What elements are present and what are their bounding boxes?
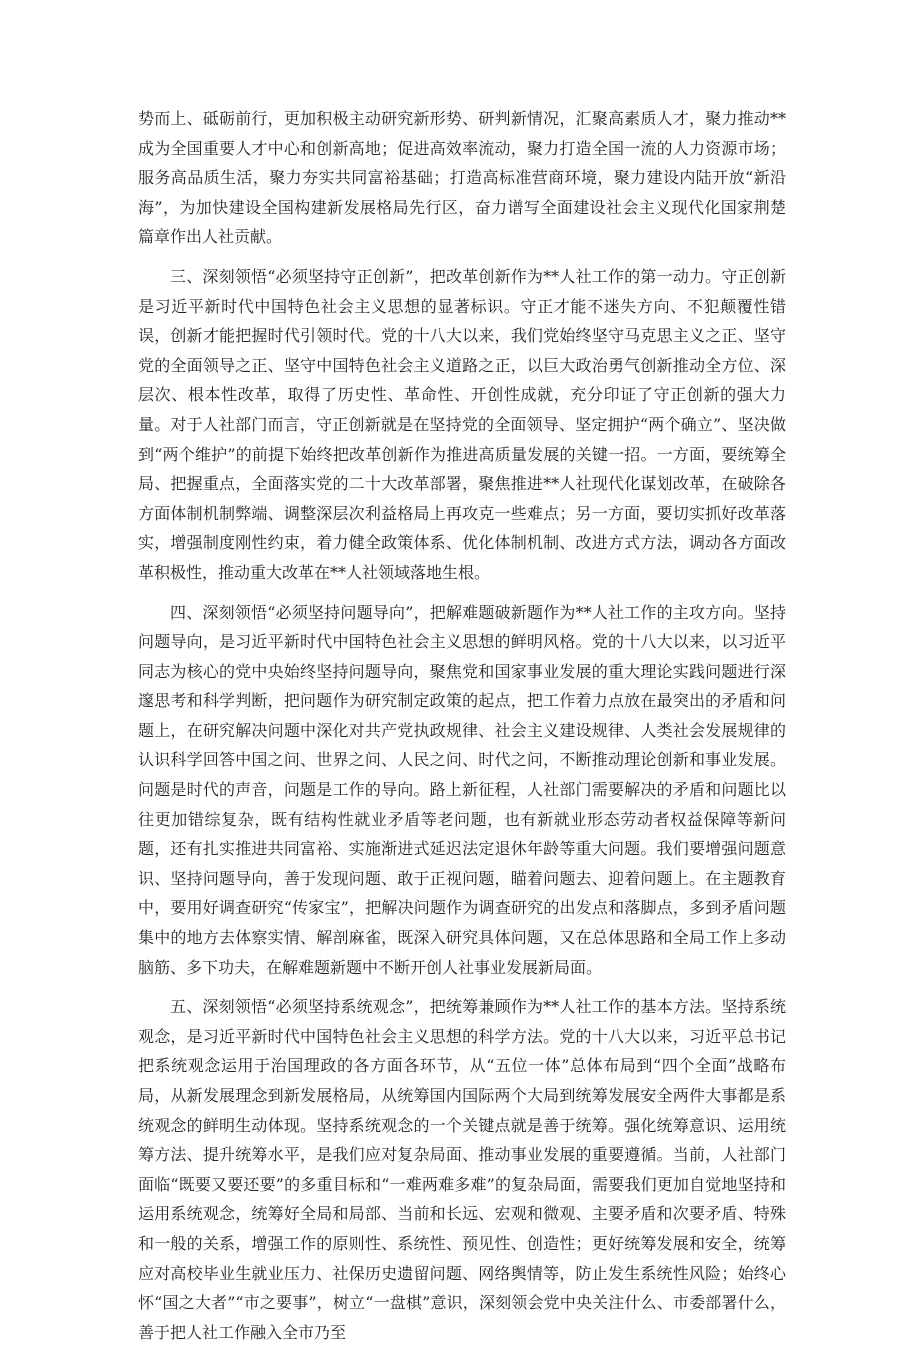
paragraph-continuation: 势而上、砥砺前行，更加积极主动研究新形势、研判新情况，汇聚高素质人才，聚力推动**成为全国重要人才中心和创新高地；促进高效率流动，聚力打造全国一流的人力资源市场；服务高品质生活，聚力夯实共同富裕基础；打造高标准营商环境，聚力建设内陆开放“新沿海”，为加快建设全国构建新发展格局先行区，奋力谱写全面建设社会主义现代化国家荆楚篇章作出人社贡献。 [138, 109, 786, 247]
paragraph-section-five: 五、深刻领悟“必须坚持系统观念”，把统筹兼顾作为**人社工作的基本方法。坚持系统观念，是习近平新时代中国特色社会主义思想的科学方法。党的十八大以来，习近平总书记把系统观念运用于治国理政的各方面各环节，从“五位一体”总体布局到“四个全面”战略布局，从新发展理念到新发展格局，从统筹国内国际两个大局到统筹发展安全两件大事都是系统观念的鲜明生动体现。坚持系统观念的一个关键点就是善于统筹。强化统筹意识、运用统筹方法、提升统筹水平，是我们应对复杂局面、推动事业发展的重要遵循。当前，人社部门面临“既要又要还要”的多重目标和“一难两难多难”的复杂局面，需要我们更加自觉地坚持和运用系统观念，统筹好全局和局部、当前和长远、宏观和微观、主要矛盾和次要矛盾、特殊和一般的关系，增强工作的原则性、系统性、预见性、创造性；更好统筹发展和安全，统筹应对高校毕业生就业压力、社保历史遗留问题、网络舆情等，防止发生系统性风险；始终心怀“国之大者”“市之要事”，树立“一盘棋”意识，深刻领会党中央关注什么、市委部署什么，善于把人社工作融入全市乃至 [138, 997, 786, 1342]
paragraph-section-four: 四、深刻领悟“必须坚持问题导向”，把解难题破新题作为**人社工作的主攻方向。坚持问题导向，是习近平新时代中国特色社会主义思想的鲜明风格。党的十八大以来，以习近平同志为核心的党中央始终坚持问题导向，聚焦党和国家事业发展的重大理论实践问题进行深邃思考和科学判断，把问题作为研究制定政策的起点，把工作着力点放在最突出的矛盾和问题上，在研究解决问题中深化对共产党执政规律、社会主义建设规律、人类社会发展规律的认识科学回答中国之问、世界之问、人民之问、时代之问，不断推动理论创新和事业发展。问题是时代的声音，问题是工作的导向。路上新征程，人社部门需要解决的矛盾和问题比以往更加错综复杂，既有结构性就业矛盾等老问题，也有新就业形态劳动者权益保障等新问题，还有扎实推进共同富裕、实施渐进式延迟法定退休年龄等重大问题。我们要增强问题意识、坚持问题导向，善于发现问题、敢于正视问题，瞄着问题去、迎着问题上。在主题教育中，要用好调查研究“传家宝”，把解决问题作为调查研究的出发点和落脚点，多到矛盾问题集中的地方去体察实情、解剖麻雀，既深入研究具体问题，又在总体思路和全局工作上多动脑筋、多下功夫，在解难题新题中不断开创人社事业发展新局面。 [138, 602, 786, 977]
document-page [138, 104, 786, 1357]
paragraph-section-three: 三、深刻领悟“必须坚持守正创新”，把改革创新作为**人社工作的第一动力。守正创新是习近平新时代中国特色社会主义思想的显著标识。守正才能不迷失方向、不犯颠覆性错误，创新才能把握时代引领时代。党的十八大以来，我们党始终坚守马克思主义之正、坚守党的全面领导之正、坚守中国特色社会主义道路之正，以巨大政治勇气创新推动全方位、深层次、根本性改革，取得了历史性、革命性、开创性成就，充分印证了守正创新的强大力量。对于人社部门而言，守正创新就是在坚持党的全面领导、坚定拥护“两个确立”、坚决做到“两个维护”的前提下始终把改革创新作为推进高质量发展的关键一招。一方面，要统筹全局、把握重点，全面落实党的二十大改革部署，聚焦推进**人社现代化谋划改革，在破除各方面体制机制弊端、调整深层次利益格局上再攻克一些难点；另一方面，要切实抓好改革落实，增强制度刚性约束，着力健全政策体系、优化体制机制、改进方式方法，调动各方面改革积极性，推动重大改革在**人社领域落地生根。 [138, 266, 786, 582]
